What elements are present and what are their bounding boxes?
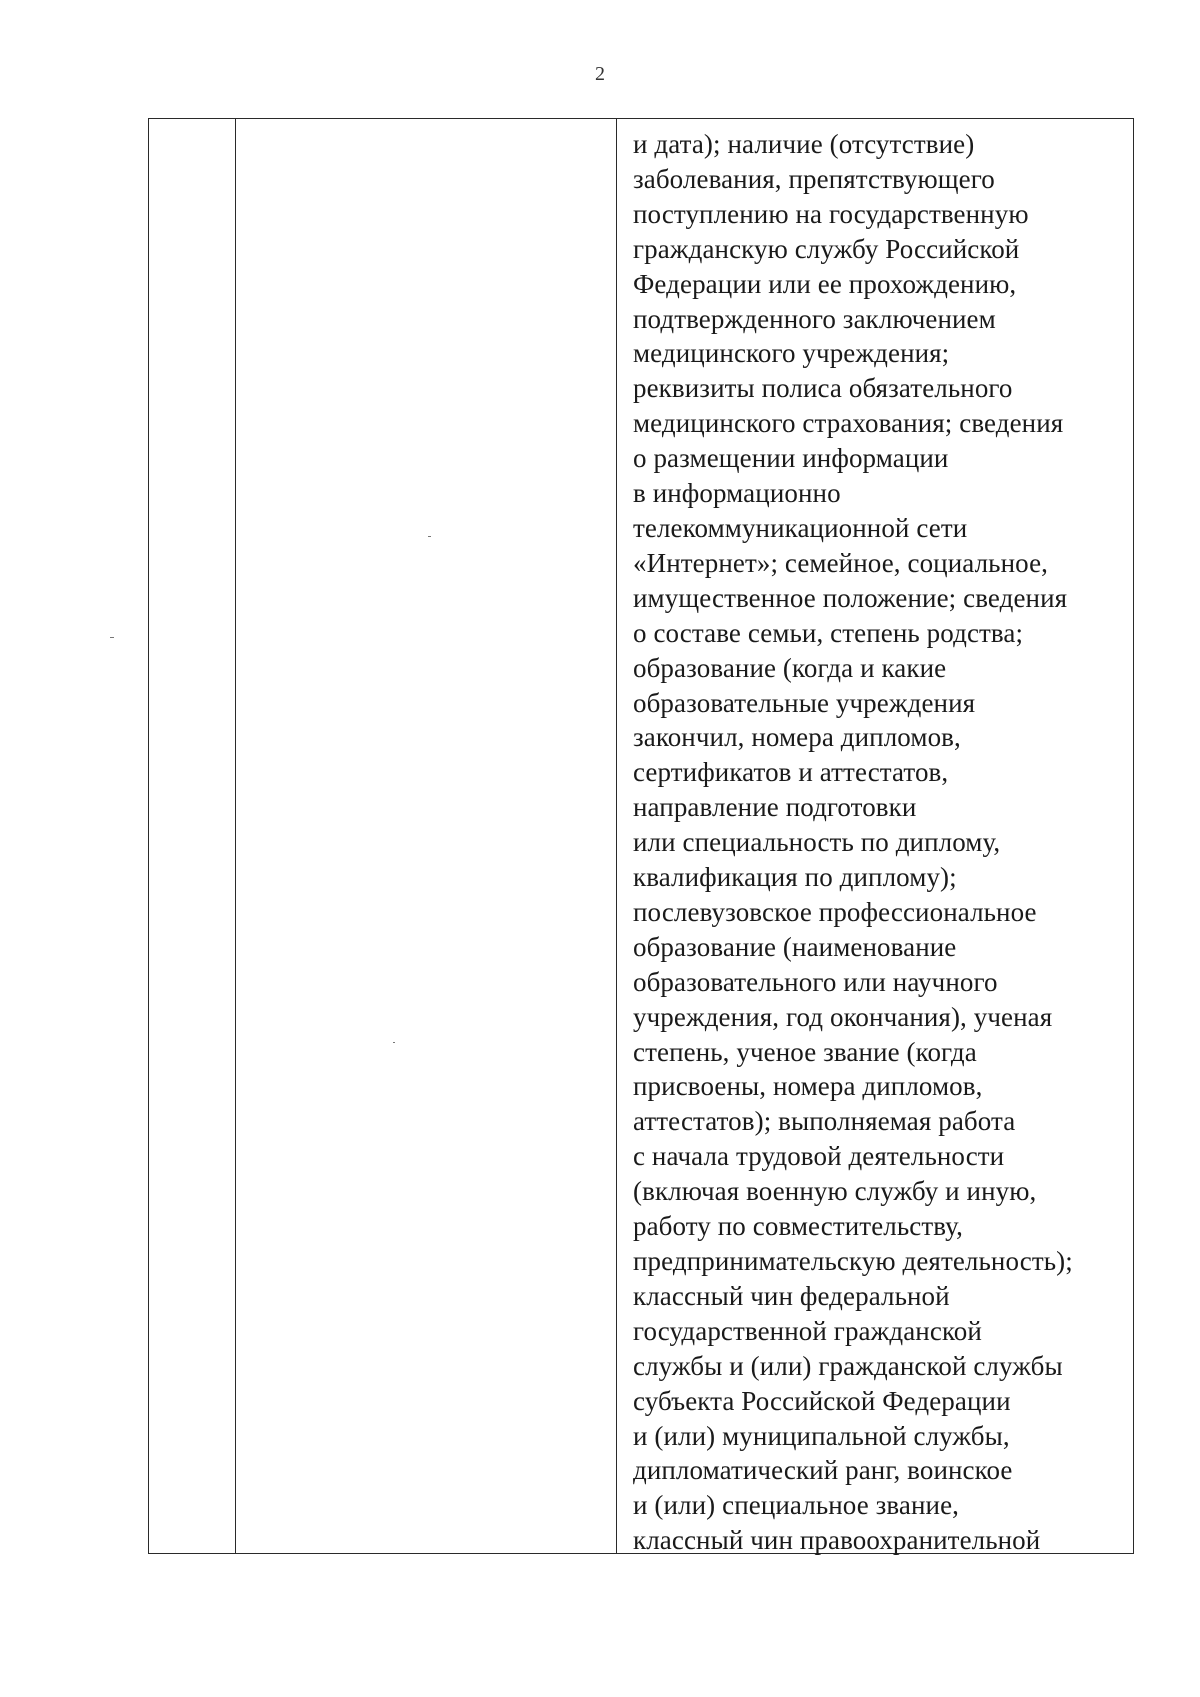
- content-line: квалификация по диплому);: [633, 862, 957, 893]
- table-cell-number: [149, 119, 235, 1553]
- content-line: послевузовское профессиональное: [633, 896, 1037, 927]
- content-line: классный чин правоохранительной: [633, 1525, 1041, 1556]
- table-cell-name: [236, 119, 616, 1553]
- table-cell-content: [617, 119, 1133, 1556]
- content-line: подтвержденного заключением: [633, 303, 996, 334]
- document-table: [148, 118, 1134, 1554]
- content-line: «Интернет»; семейное, социальное,: [633, 547, 1048, 578]
- content-line: сертификатов и аттестатов,: [633, 757, 949, 788]
- content-line: аттестатов); выполняемая работа: [633, 1106, 1016, 1137]
- content-line: или специальность по диплому,: [633, 827, 1001, 858]
- content-line: Федерации или ее прохождению,: [633, 268, 1017, 299]
- scan-speck: [110, 637, 114, 638]
- content-line: заболевания, препятствующего: [633, 163, 995, 194]
- content-line: степень, ученое звание (когда: [633, 1036, 977, 1067]
- content-line: гражданскую службу Российской: [633, 233, 1020, 264]
- content-line: телекоммуникационной сети: [633, 512, 968, 543]
- content-line: классный чин федеральной: [633, 1280, 950, 1311]
- content-line: предпринимательскую деятельность);: [633, 1246, 1073, 1276]
- content-line: службы и (или) гражданской службы: [633, 1350, 1063, 1381]
- content-line: государственной гражданской: [633, 1315, 982, 1346]
- content-line: (включая военную службу и иную,: [633, 1176, 1037, 1207]
- content-line: субъекта Российской Федерации: [633, 1385, 1011, 1416]
- content-line: о составе семьи, степень родства;: [633, 617, 1024, 648]
- content-line: в информационно: [633, 478, 841, 509]
- content-line: образовательные учреждения: [633, 687, 976, 718]
- content-line: и (или) специальное звание,: [633, 1490, 960, 1521]
- content-line: с начала трудовой деятельности: [633, 1141, 1005, 1172]
- content-line: образовательного или научного: [633, 966, 998, 997]
- page-number: 2: [595, 63, 605, 85]
- content-line: медицинского страхования; сведения: [633, 408, 1064, 439]
- content-line: учреждения, год окончания), ученая: [633, 1001, 1053, 1032]
- content-line: о размещении информации: [633, 443, 949, 474]
- content-line: реквизиты полиса обязательного: [633, 373, 1013, 404]
- content-line: присвоены, номера дипломов,: [633, 1071, 983, 1102]
- content-line: медицинского учреждения;: [633, 338, 950, 369]
- content-line: и (или) муниципальной службы,: [633, 1420, 1010, 1451]
- content-line: закончил, номера дипломов,: [633, 722, 961, 753]
- content-line: работу по совместительству,: [633, 1211, 963, 1242]
- content-line: поступлению на государственную: [633, 198, 1029, 229]
- content-line: образование (наименование: [633, 931, 957, 962]
- content-line: дипломатический ранг, воинское: [633, 1455, 1013, 1486]
- content-line: и дата); наличие (отсутствие): [633, 129, 975, 159]
- scan-speck: [428, 536, 431, 537]
- scan-speck: [393, 1042, 395, 1043]
- content-line: имущественное положение; сведения: [633, 582, 1068, 613]
- content-line: направление подготовки: [633, 792, 917, 823]
- content-line: образование (когда и какие: [633, 652, 947, 683]
